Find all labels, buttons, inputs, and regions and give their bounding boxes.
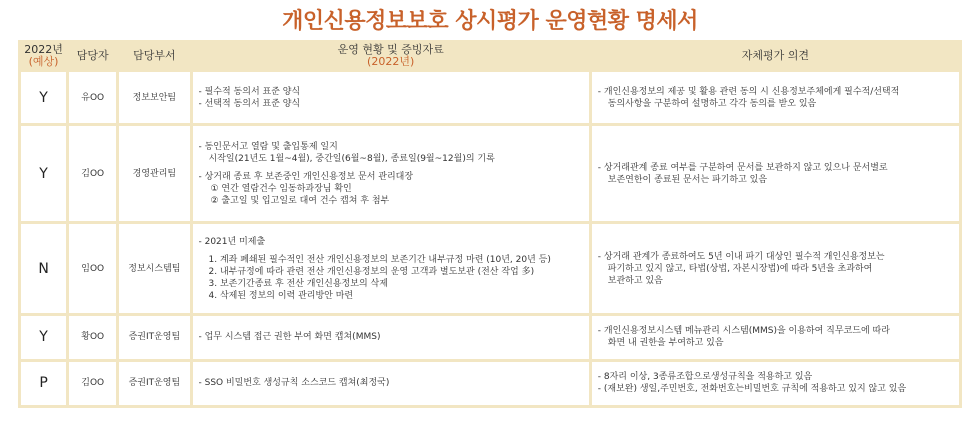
- status-line: - 2021년 미제출: [198, 236, 266, 247]
- status-line: 시작일(21년도 1월~4월), 중간일(6월~8월), 종료일(9월~12월)의 기록: [208, 153, 495, 164]
- opinion-line: 파기하고 있지 않고, 타법(상법, 자본시장법)에 따라 5년을 초과하여: [607, 263, 873, 274]
- status-line: - 업무 시스템 접근 권한 부여 화면 캡쳐(MMS): [198, 332, 381, 343]
- status-line: 2. 내부규정에 따라 관련 전산 개인신용정보의 운영 고객과 별도보관 (전산 작업 多): [208, 266, 535, 277]
- col-header-owner: 담당자: [69, 43, 116, 69]
- status-line: - 동인문서고 열람 및 출입통제 일지: [198, 141, 338, 152]
- status-line: 4. 삭제된 정보의 이력 관리방안 마련: [208, 290, 354, 301]
- opinion-line: - 개인신용정보의 제공 및 활용 관련 동의 시 신용정보주체에게 필수적/선택적: [597, 86, 900, 97]
- dept-cell: 경영관리팀: [119, 126, 189, 221]
- status-cell: [193, 126, 589, 221]
- owner-cell: 유OO: [69, 72, 116, 123]
- col-header-opinion: 자체평가 의견: [592, 43, 959, 69]
- status-line: 1. 계좌 폐쇄된 필수적인 전산 개인신용정보의 보존기간 내부규정 마련 (10년, 20년 등): [208, 254, 551, 265]
- dept-cell: 정보보안팀: [119, 72, 189, 123]
- dept-cell: 정보시스템팀: [119, 224, 189, 312]
- flag-cell: N: [21, 224, 66, 312]
- opinion-line: - 상거래관계 종료 여부를 구분하여 문서를 보관하지 않고 있으나 문서별로: [597, 162, 888, 173]
- status-cell: [193, 72, 589, 123]
- flag-cell: Y: [21, 72, 66, 123]
- status-line: - 선택적 동의서 표준 양식: [198, 98, 301, 109]
- status-line: ① 연간 열람건수 임동하과장님 확인: [210, 183, 352, 194]
- owner-cell: 김OO: [69, 362, 116, 405]
- col-header-year: [21, 43, 66, 69]
- status-line: - 필수적 동의서 표준 양식: [198, 86, 301, 97]
- table-row: [21, 316, 959, 359]
- opinion-line: 보존연한이 종료된 문서는 파기하고 있음: [607, 174, 768, 185]
- year-sub-label: (예상): [28, 55, 59, 68]
- status-line: ② 출고일 및 입고일로 대여 건수 캡쳐 후 첨부: [210, 195, 390, 206]
- status-cell: [193, 316, 589, 359]
- status-cell: [193, 224, 589, 312]
- opinion-cell: [592, 316, 959, 359]
- dept-cell: 증권IT운영팀: [119, 362, 189, 405]
- table-row: [21, 126, 959, 221]
- opinion-line: 보관하고 있음: [607, 275, 663, 286]
- table-row: [21, 72, 959, 123]
- owner-cell: 임OO: [69, 224, 116, 312]
- opinion-cell: [592, 126, 959, 221]
- status-label: 운영 현황 및 증빙자료: [337, 43, 444, 56]
- status-line: 3. 보존기간종료 후 전산 개인신용정보의 삭제: [208, 278, 388, 289]
- opinion-cell: [592, 362, 959, 405]
- opinion-line: 동의사항을 구분하여 설명하고 각각 동의를 받오 있음: [607, 98, 817, 109]
- table-row: [21, 224, 959, 312]
- status-line: - SSO 비밀번호 생성규칙 소스코드 캡쳐(최정국): [198, 378, 390, 389]
- owner-cell: 김OO: [69, 126, 116, 221]
- status-line: - 상거래 종료 후 보존중인 개인신용정보 문서 관리대장: [198, 171, 414, 182]
- opinion-line: - 8자리 이상, 3종류조합으로생성규칙을 적용하고 있음: [597, 372, 813, 383]
- page-title: 개인신용정보보호 상시평가 운영현황 명세서: [282, 9, 698, 34]
- status-sub-label: (2022년): [367, 55, 415, 68]
- opinion-line: - (재보완) 생일,주민번호, 전화번호는비밀번호 규칙에 적용하고 있지 않고 있음: [597, 384, 907, 395]
- col-header-status: [193, 43, 589, 69]
- table-row: [21, 362, 959, 405]
- owner-cell: 황OO: [69, 316, 116, 359]
- opinion-line: 화면 내 권한을 부여하고 있음: [607, 338, 724, 349]
- opinion-cell: [592, 72, 959, 123]
- col-header-dept: 담당부서: [119, 43, 189, 69]
- flag-cell: P: [21, 362, 66, 405]
- dept-cell: 증권IT운영팀: [119, 316, 189, 359]
- flag-cell: Y: [21, 126, 66, 221]
- evaluation-table: [18, 40, 962, 408]
- opinion-line: - 상거래 관계가 종료하여도 5년 이내 파기 대상인 필수적 개인신용정보는: [597, 251, 885, 262]
- opinion-line: - 개인신용정보시스템 메뉴관리 시스템(MMS)을 이용하여 직무코드에 따라: [597, 326, 890, 337]
- opinion-cell: [592, 224, 959, 312]
- status-cell: [193, 362, 589, 405]
- flag-cell: Y: [21, 316, 66, 359]
- header-row: [21, 43, 959, 69]
- year-label: 2022년: [24, 43, 63, 56]
